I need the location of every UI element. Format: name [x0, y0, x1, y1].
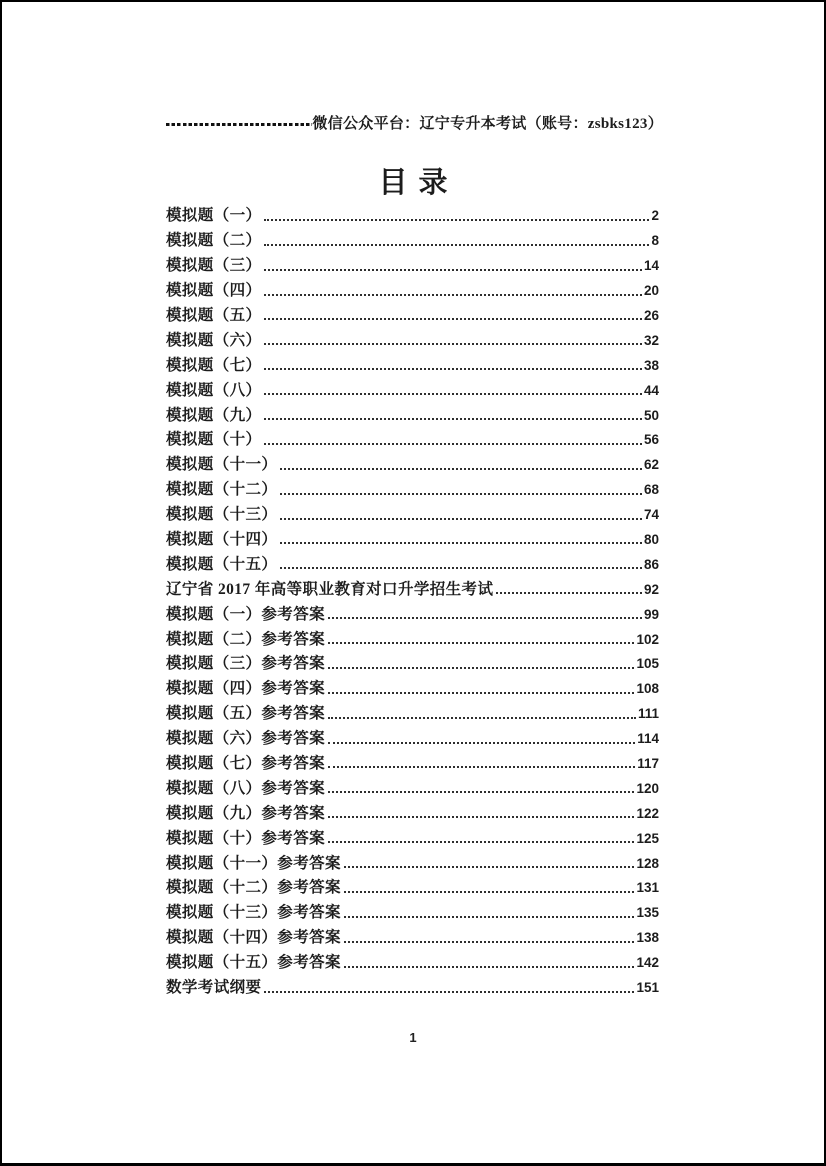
- toc-page-number: 120: [636, 780, 659, 796]
- toc-dot-leader: [264, 443, 642, 445]
- toc-entry-label: 模拟题（九）参考答案: [166, 804, 326, 822]
- header-platform-note: 微信公众平台：辽宁专升本考试（账号：zsbks123）: [312, 116, 663, 132]
- toc-page-number: 74: [643, 507, 659, 523]
- toc-page-number: 80: [643, 531, 659, 547]
- toc-dot-leader: [328, 766, 635, 768]
- toc-entry-label: 模拟题（七）: [166, 356, 262, 374]
- toc-dot-leader: [328, 642, 634, 644]
- toc-entry-label: 模拟题（一）参考答案: [166, 605, 326, 623]
- toc-entry-label: 模拟题（九）: [166, 406, 262, 424]
- toc-entry: [166, 726, 659, 751]
- toc-entry: [166, 253, 659, 278]
- toc-entry-label: 模拟题（十）参考答案: [166, 829, 326, 847]
- toc-page-number: 44: [643, 382, 659, 398]
- toc-page-number: 102: [636, 631, 659, 647]
- toc-page-number: 108: [636, 681, 659, 697]
- toc-page-number: 26: [643, 307, 659, 323]
- toc-entry: [166, 427, 659, 452]
- toc-entry-label: 模拟题（八）参考答案: [166, 779, 326, 797]
- toc-dot-leader: [280, 542, 642, 544]
- toc-dot-leader: [264, 393, 642, 395]
- toc-entry-label: 模拟题（三）: [166, 257, 262, 275]
- toc-entry: [166, 303, 659, 328]
- toc-dot-leader: [328, 717, 636, 719]
- toc-entry-label: 辽宁省 2017 年高等职业教育对口升学招生考试: [166, 580, 494, 598]
- toc-page-number: 125: [636, 830, 659, 846]
- toc-entry: [166, 601, 659, 626]
- toc-dot-leader: [344, 966, 635, 968]
- toc-dot-leader: [344, 866, 635, 868]
- toc-entry-label: 模拟题（十五）: [166, 555, 278, 573]
- toc-dot-leader: [328, 816, 634, 818]
- toc-page-number: 122: [636, 805, 659, 821]
- toc-dot-leader: [264, 991, 634, 993]
- toc-page-number: 99: [643, 606, 659, 622]
- toc-dot-leader: [328, 791, 634, 793]
- toc-dot-leader: [328, 667, 634, 669]
- page-header: [166, 112, 663, 133]
- toc-entry: [166, 875, 659, 900]
- toc-page-number: 32: [643, 332, 659, 348]
- toc-dot-leader: [496, 592, 642, 594]
- toc-entry: [166, 626, 659, 651]
- toc-entry-label: 模拟题（十一）参考答案: [166, 854, 341, 872]
- toc-page-number: 8: [651, 233, 659, 249]
- toc-dot-leader: [280, 493, 642, 495]
- toc-page-number: 138: [636, 930, 659, 946]
- toc-entry-label: 模拟题（六）参考答案: [166, 730, 326, 748]
- toc-entry: [166, 900, 659, 925]
- toc-entry: [166, 800, 659, 825]
- toc-entry: [166, 925, 659, 950]
- toc-entry-label: 模拟题（一）: [166, 207, 262, 225]
- toc-entry: [166, 527, 659, 552]
- toc-entry-label: 模拟题（七）参考答案: [166, 754, 326, 772]
- toc-page-number: 142: [636, 955, 659, 971]
- toc-entry: [166, 676, 659, 701]
- toc-entry: [166, 701, 659, 726]
- toc-entry-label: 模拟题（五）: [166, 306, 262, 324]
- toc-entry-label: 模拟题（十三）参考答案: [166, 904, 341, 922]
- toc-dot-leader: [328, 841, 634, 843]
- toc-dot-leader: [344, 941, 635, 943]
- toc-entry-label: 模拟题（十四）参考答案: [166, 929, 341, 947]
- toc-entry: [166, 452, 659, 477]
- toc-entry-label: 模拟题（十四）: [166, 530, 278, 548]
- toc-page-number: 68: [643, 482, 659, 498]
- toc-page-number: 151: [636, 980, 659, 995]
- toc-entry-label: 模拟题（十二）: [166, 481, 278, 499]
- toc-entry: [166, 278, 659, 303]
- toc-entry: [166, 352, 659, 377]
- toc-page-number: 14: [643, 258, 659, 274]
- toc-dot-leader: [264, 343, 642, 345]
- toc-entry-label: 模拟题（十三）: [166, 506, 278, 524]
- toc-page-number: 62: [643, 457, 659, 473]
- toc-entry: [166, 975, 659, 1000]
- toc-dot-leader: [280, 518, 642, 520]
- toc-entry: [166, 377, 659, 402]
- toc-page-number: 117: [637, 755, 659, 771]
- toc-dot-leader: [328, 742, 635, 744]
- toc-entry: [166, 576, 659, 601]
- toc-dot-leader: [280, 468, 642, 470]
- toc-entry-label: 模拟题（三）参考答案: [166, 655, 326, 673]
- toc-entry-label: 模拟题（二）: [166, 232, 262, 250]
- toc-page-number: 131: [636, 880, 659, 896]
- toc-dot-leader: [264, 294, 642, 296]
- toc-dot-leader: [264, 368, 642, 370]
- toc-entry: [166, 203, 659, 228]
- toc-page-number: 105: [636, 656, 659, 672]
- toc-entry: [166, 825, 659, 850]
- toc-dot-leader: [264, 244, 649, 246]
- toc-entry-label: 模拟题（四）: [166, 282, 262, 300]
- toc-dot-leader: [328, 692, 634, 694]
- page-title: 目录: [378, 167, 459, 199]
- toc-entry: [166, 477, 659, 502]
- toc-page-number: 92: [643, 581, 659, 597]
- toc-entry: [166, 651, 659, 676]
- toc-page-number: 114: [637, 731, 659, 747]
- toc-entry-label: 模拟题（六）: [166, 331, 262, 349]
- toc-dot-leader: [280, 567, 642, 569]
- header-dash-leader: [166, 123, 312, 126]
- toc-entry-label: 模拟题（十）: [166, 431, 262, 449]
- toc-entry: [166, 551, 659, 576]
- toc-page-number: 86: [643, 556, 659, 572]
- toc-list: [166, 203, 659, 1000]
- toc-entry: [166, 228, 659, 253]
- toc-page-number: 2: [651, 208, 659, 224]
- toc-entry-label: 模拟题（四）参考答案: [166, 680, 326, 698]
- toc-entry: [166, 402, 659, 427]
- footer-page-number: 1: [409, 1030, 417, 1045]
- toc-entry: [166, 775, 659, 800]
- toc-entry-label: 模拟题（十五）参考答案: [166, 954, 341, 972]
- toc-page-number: 128: [636, 855, 659, 871]
- toc-page-number: 135: [636, 905, 659, 921]
- toc-entry: [166, 950, 659, 975]
- toc-entry-label: 模拟题（二）参考答案: [166, 630, 326, 648]
- toc-dot-leader: [344, 916, 635, 918]
- toc-dot-leader: [344, 891, 635, 893]
- toc-page-number: 38: [643, 357, 659, 373]
- toc-entry-label: 数学考试纲要: [166, 979, 262, 996]
- toc-entry: [166, 502, 659, 527]
- toc-page-number: 56: [643, 432, 659, 448]
- toc-page-number: 50: [643, 407, 659, 423]
- toc-entry-label: 模拟题（十二）参考答案: [166, 879, 341, 897]
- toc-entry: [166, 850, 659, 875]
- toc-page-number: 111: [637, 706, 659, 722]
- toc-entry: [166, 751, 659, 776]
- toc-dot-leader: [264, 418, 642, 420]
- toc-dot-leader: [264, 318, 642, 320]
- toc-page-number: 20: [643, 283, 659, 299]
- toc-entry-label: 模拟题（八）: [166, 381, 262, 399]
- toc-entry-label: 模拟题（五）参考答案: [166, 705, 326, 723]
- toc-dot-leader: [328, 617, 642, 619]
- toc-dot-leader: [264, 269, 642, 271]
- toc-entry: [166, 327, 659, 352]
- toc-entry-label: 模拟题（十一）: [166, 456, 278, 474]
- toc-dot-leader: [264, 219, 649, 221]
